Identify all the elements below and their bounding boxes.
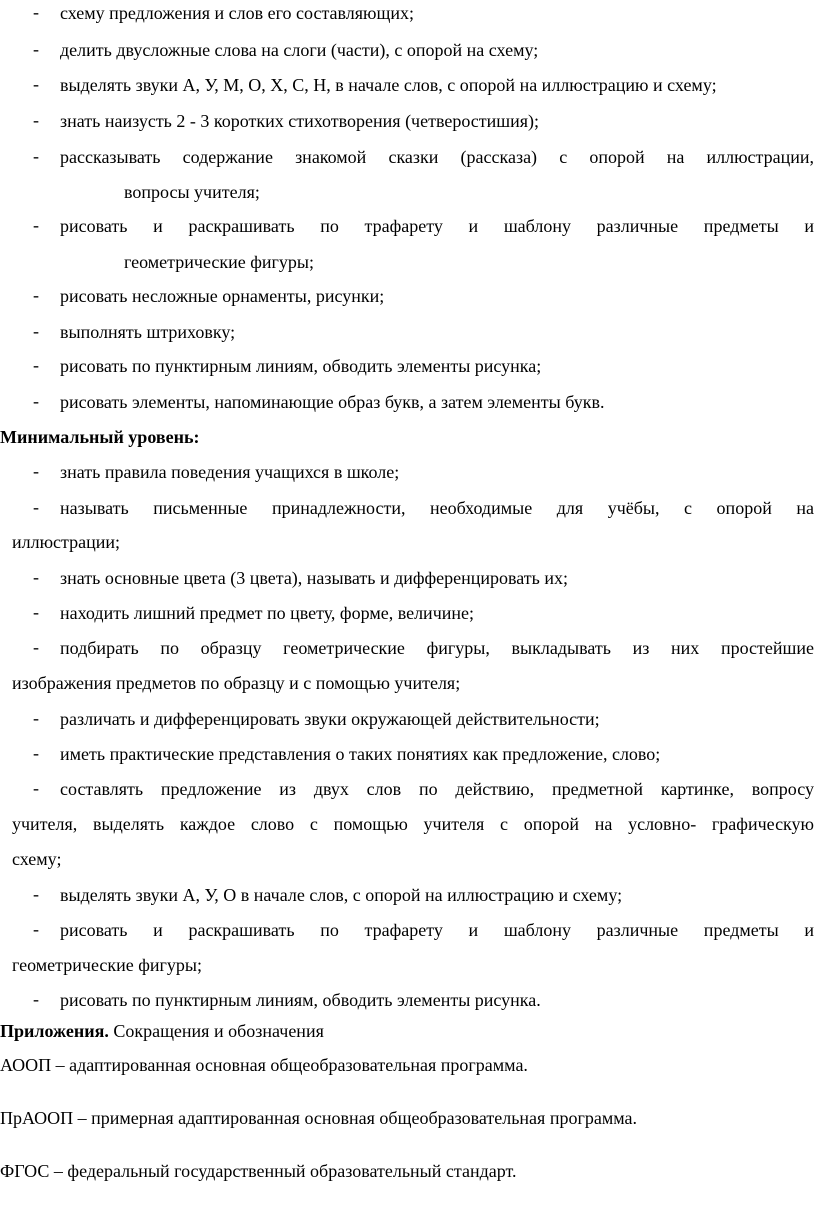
list-item: выделять звуки А, У, М, О, Х, С, Н, в начале слов, с опорой на иллюстрацию и схему;	[60, 75, 717, 95]
list-item: рассказывать содержание знакомой сказки (рассказа) с опорой на иллюстрации,	[60, 147, 814, 167]
list-item: выполнять штриховку;	[60, 322, 236, 342]
list-item-continuation: учителя, выделять каждое слово с помощью учителя с опорой на условно- графическую	[12, 814, 814, 834]
list-item: знать основные цвета (3 цвета), называть и дифференцировать их;	[60, 568, 568, 588]
list-item-continuation: геометрические фигуры;	[124, 252, 315, 272]
list-dash: -	[33, 2, 39, 22]
list-dash: -	[33, 989, 39, 1009]
list-dash: -	[33, 461, 39, 481]
list-item: знать наизусть 2 - 3 коротких стихотворения (четверостишия);	[60, 111, 540, 131]
appendix-heading-line	[0, 1020, 324, 1042]
list-dash: -	[33, 884, 39, 904]
list-dash: -	[33, 321, 39, 341]
list-item-continuation: изображения предметов по образцу и с помощью учителя;	[12, 673, 461, 693]
list-item-continuation: геометрические фигуры;	[12, 955, 203, 975]
list-dash: -	[33, 215, 39, 235]
appendix-subheading: Сокращения и обозначения	[113, 1021, 324, 1041]
abbreviation-aoop: АООП – адаптированная основная общеобразовательная программа.	[0, 1055, 528, 1075]
list-item: рисовать по пунктирным линиям, обводить элементы рисунка;	[60, 356, 542, 376]
list-item: рисовать несложные орнаменты, рисунки;	[60, 286, 385, 306]
list-item: рисовать и раскрашивать по трафарету и шаблону различные предметы и	[60, 920, 814, 940]
list-item: различать и дифференцировать звуки окружающей действительности;	[60, 709, 600, 729]
list-dash: -	[33, 146, 39, 166]
list-item-continuation: вопросы учителя;	[124, 182, 260, 202]
list-dash: -	[33, 743, 39, 763]
list-item: рисовать по пунктирным линиям, обводить элементы рисунка.	[60, 990, 541, 1010]
list-dash: -	[33, 285, 39, 305]
list-dash: -	[33, 391, 39, 411]
list-dash: -	[33, 110, 39, 130]
abbreviation-fgos: ФГОС – федеральный государственный образовательный стандарт.	[0, 1161, 517, 1181]
list-item: подбирать по образцу геометрические фигуры, выкладывать из них простейшие	[60, 638, 814, 658]
list-item: знать правила поведения учащихся в школе;	[60, 462, 400, 482]
list-dash: -	[33, 778, 39, 798]
list-item: составлять предложение из двух слов по действию, предметной картинке, вопросу	[60, 779, 814, 799]
list-dash: -	[33, 39, 39, 59]
appendix-heading: Приложения.	[0, 1021, 109, 1041]
list-dash: -	[33, 919, 39, 939]
list-item: называть письменные принадлежности, необходимые для учёбы, с опорой на	[60, 498, 814, 518]
list-dash: -	[33, 708, 39, 728]
list-dash: -	[33, 355, 39, 375]
list-item: выделять звуки А, У, О в начале слов, с опорой на иллюстрацию и схему;	[60, 885, 623, 905]
section-heading: Минимальный уровень:	[0, 427, 200, 447]
list-item: иметь практические представления о таких понятиях как предложение, слово;	[60, 744, 661, 764]
list-item: делить двусложные слова на слоги (части), с опорой на схему;	[60, 40, 539, 60]
list-dash: -	[33, 74, 39, 94]
list-item: находить лишний предмет по цвету, форме, величине;	[60, 603, 474, 623]
list-dash: -	[33, 602, 39, 622]
list-dash: -	[33, 637, 39, 657]
list-item: рисовать элементы, напоминающие образ букв, а затем элементы букв.	[60, 392, 605, 412]
list-item: схему предложения и слов его составляющих;	[60, 3, 414, 23]
list-item-continuation: иллюстрации;	[12, 532, 121, 552]
list-dash: -	[33, 497, 39, 517]
list-item: рисовать и раскрашивать по трафарету и шаблону различные предметы и	[60, 216, 814, 236]
list-dash: -	[33, 567, 39, 587]
list-item-continuation: схему;	[12, 849, 62, 869]
abbreviation-praoop: ПрАООП – примерная адаптированная основная общеобразовательная программа.	[0, 1108, 637, 1128]
